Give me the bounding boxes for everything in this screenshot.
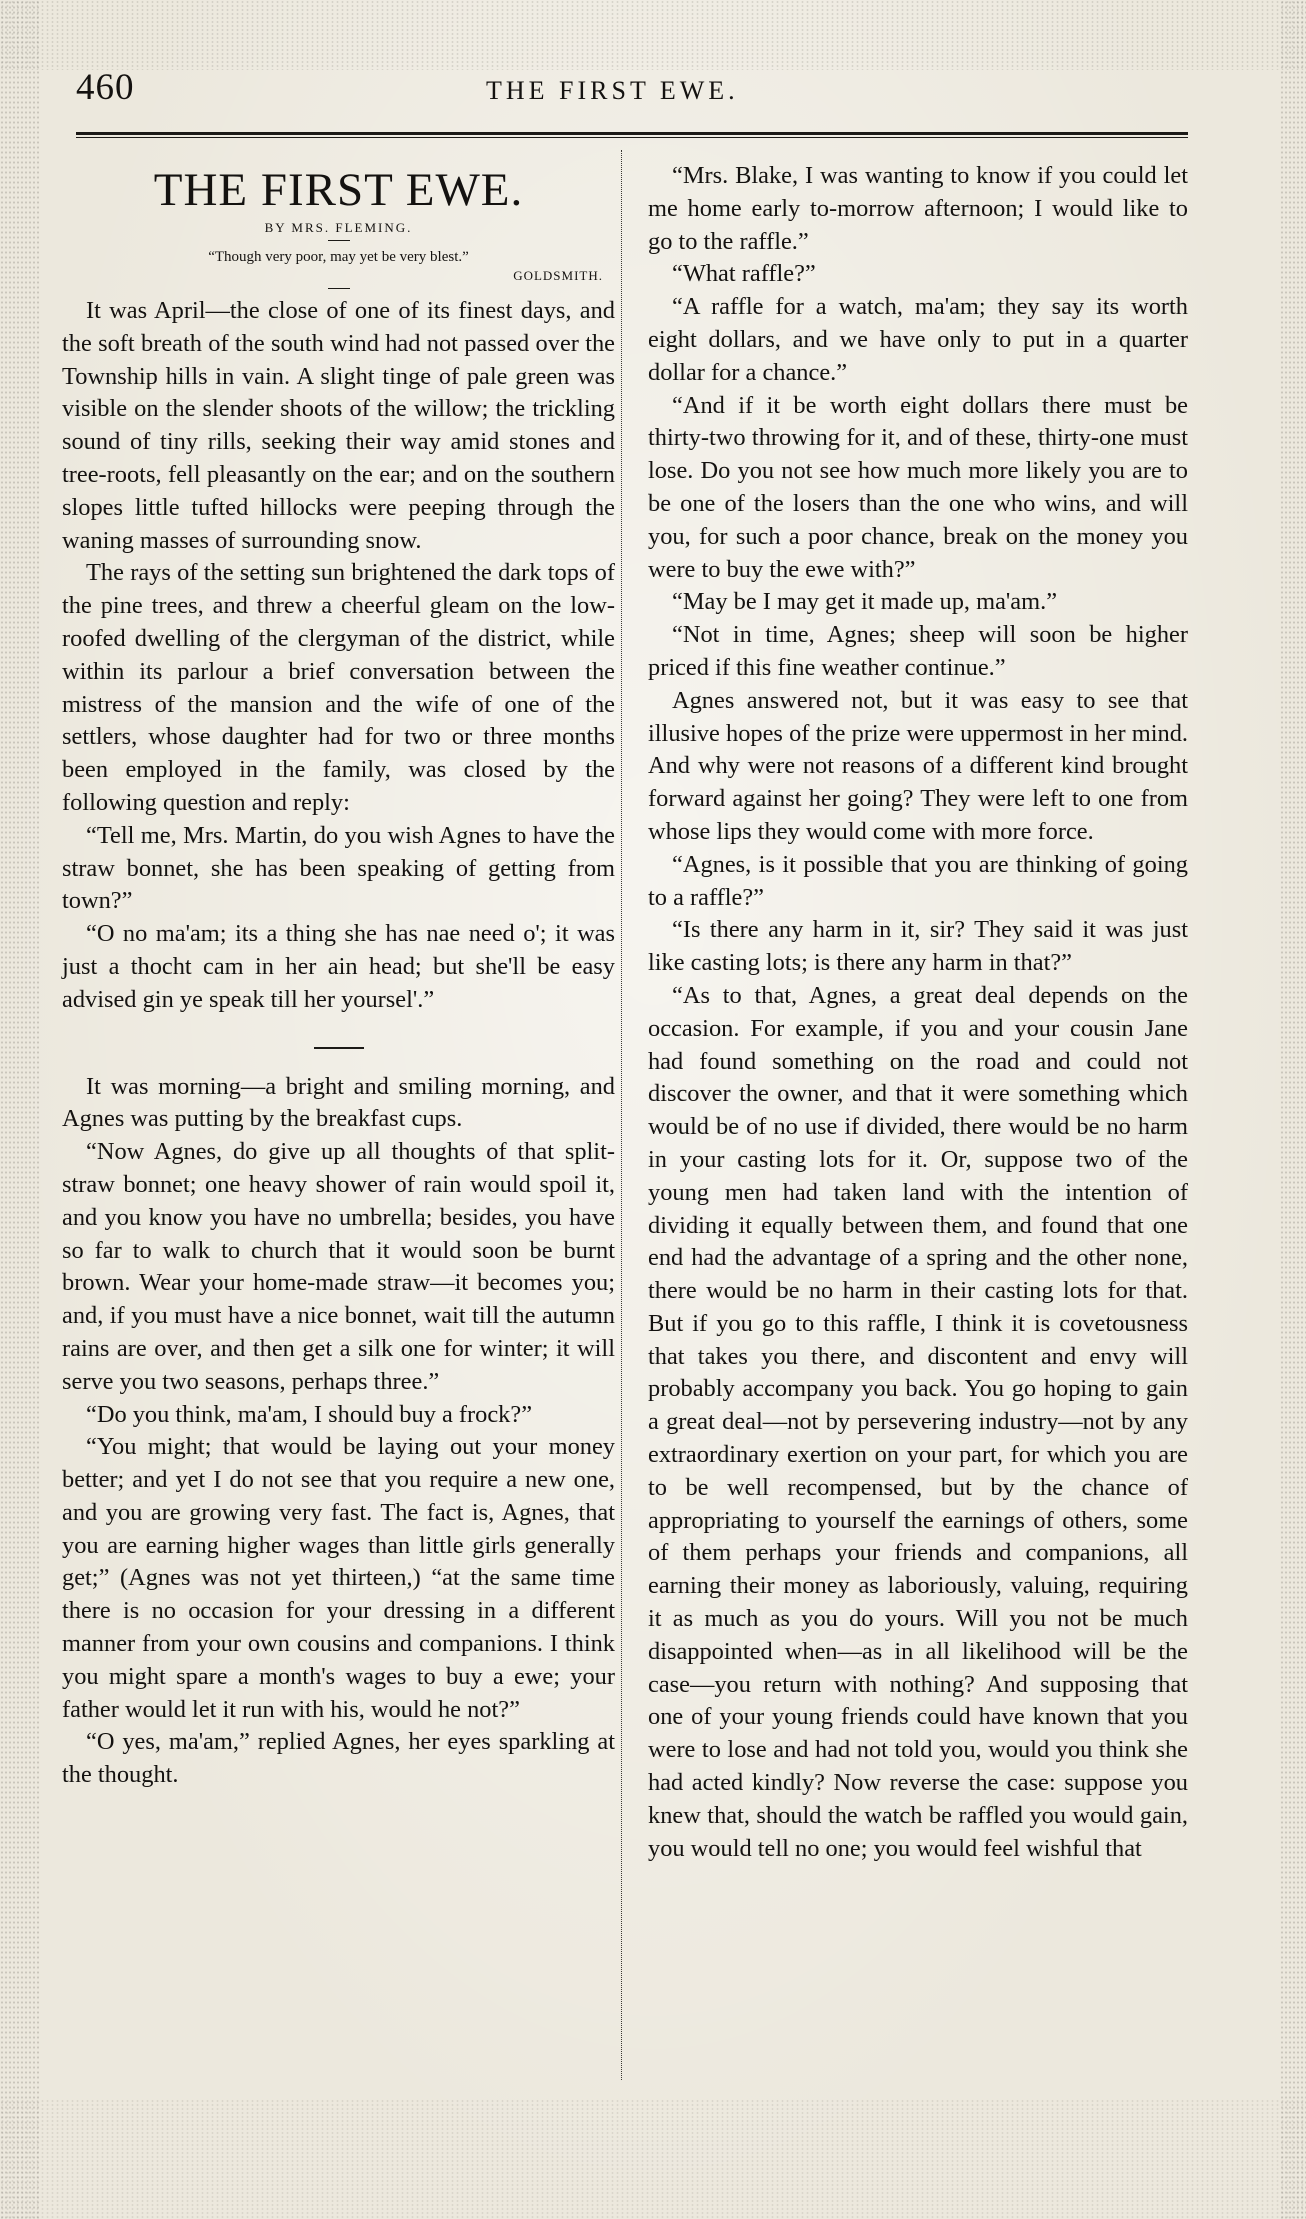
scan-noise-top: [0, 0, 1306, 70]
epigraph-attribution: GOLDSMITH.: [513, 268, 603, 283]
paragraph: “Do you think, ma'am, I should buy a frock?”: [86, 1400, 533, 1428]
article-title: THE FIRST EWE.: [153, 164, 524, 216]
paragraph: “May be I may get it made up, ma'am.”: [672, 588, 1058, 616]
page-header: [76, 62, 1186, 112]
left-column: [62, 160, 615, 1792]
epigraph-rule: [328, 288, 350, 289]
paragraph: It was morning—a bright and smiling morning, and Agnes was putting by the breakfast cups.: [62, 1072, 615, 1133]
epigraph: “Though very poor, may yet be very blest.”: [208, 249, 469, 265]
column-divider: [621, 150, 622, 2080]
paragraph: “Not in time, Agnes; sheep will soon be higher priced if this fine weather continue.”: [648, 621, 1188, 681]
paragraph: “Now Agnes, do give up all thoughts of that split-straw bonnet; one heavy shower of rain would spoil it, and you know you have no umbrella; besides, you have so far to walk to church that it would soon be burnt brown. Wear your home-made straw—it becomes you; and, if you must have a nice bonnet, wait till the autumn rains are over, and then get a silk one for winter; it will serve you two seasons, perhaps three.”: [62, 1138, 615, 1395]
paragraph: “And if it be worth eight dollars there must be thirty-two throwing for it, and of these, thirty-one must lose. Do you not see how much more likely you are to be one of the losers than the one who wins, and will you, for such a poor chance, break on the money you were to buy the ewe with?”: [648, 391, 1188, 583]
paragraph: “What raffle?”: [672, 260, 816, 288]
paragraph: “Is there any harm in it, sir? They said it was just like casting lots; is there any harm in that?”: [648, 916, 1188, 977]
paragraph: The rays of the setting sun brightened the dark tops of the pine trees, and threw a cheerful gleam on the low-roofed dwelling of the clergyman of the district, while within its parlour a brief conversation between the mistress of the mansion and the wife of one of the settlers, whose daughter had for two or three months been employed in the family, was closed by the following question and reply:: [62, 559, 615, 816]
paragraph: It was April—the close of one of its finest days, and the soft breath of the south wind had not passed over the Township hills in vain. A slight tinge of pale green was visible on the slender shoots of the willow; the trickling sound of tiny rills, seeking their way amid stones and tree-roots, fell pleasantly on the ear; and on the southern slopes little tufted hillocks were peeping through the waning masses of surrounding snow.: [62, 297, 615, 554]
article-byline: BY MRS. FLEMING.: [264, 220, 413, 235]
paragraph: Agnes answered not, but it was easy to see that illusive hopes of the prize were uppermost in her mind. And why were not reasons of a different kind brought forward against her going? They were left to one from whose lips they would come with more force.: [648, 686, 1188, 845]
paragraph: “Agnes, is it possible that you are thinking of going to a raffle?”: [648, 850, 1188, 911]
paragraph: “A raffle for a watch, ma'am; they say its worth eight dollars, and we have only to put in a quarter dollar for a chance.”: [648, 293, 1188, 386]
scan-noise-left: [0, 0, 40, 2219]
section-break-rule: [314, 1047, 364, 1049]
right-column: [648, 160, 1188, 1865]
running-head: THE FIRST EWE.: [486, 76, 739, 105]
page-number: 460: [76, 67, 135, 108]
scan-noise-right: [1280, 0, 1306, 2219]
paragraph: “O yes, ma'am,” replied Agnes, her eyes sparkling at the thought.: [62, 1728, 615, 1789]
paragraph: “Tell me, Mrs. Martin, do you wish Agnes to have the straw bonnet, she has been speaking of getting from town?”: [62, 821, 615, 915]
scan-noise-bottom: [0, 2099, 1306, 2219]
paragraph: “You might; that would be laying out your money better; and yet I do not see that you require a new one, and you are growing very fast. The fact is, Agnes, that you are earning higher wages than little girls generally get;” (Agnes was not yet thirteen,) “at the same time there is no occasion for your dressing in a different manner from your own cousins and companions. I think you might spare a month's wages to buy a ewe; your father would let it run with his, would he not?”: [62, 1433, 615, 1723]
paragraph: “O no ma'am; its a thing she has nae need o'; it was just a thocht cam in her ain head; but she'll be easy advised gin ye speak till her yoursel'.”: [62, 920, 615, 1013]
byline-rule: [328, 240, 350, 241]
paragraph: “Mrs. Blake, I was wanting to know if you could let me home early to-morrow afternoon; I would like to go to the raffle.”: [648, 162, 1188, 255]
header-rule-thin: [76, 137, 1188, 138]
header-rule: [76, 132, 1188, 135]
paragraph: “As to that, Agnes, a great deal depends on the occasion. For example, if you and your cousin Jane had found something on the road and could not discover the owner, and that it were something which would be of no use if divided, there would be no harm in your casting lots for it. Or, suppose two of the young men had taken land with the intention of dividing it equally between them, and found that one end had the advantage of a spring and the other none, there would be no harm in their casting lots for that. But if you go to this raffle, I think it is covetousness that takes you there, and discontent and envy will probably accompany you back. You go hoping to gain a great deal—not by persevering industry—not by any extraordinary exertion on your part, for which you are to be well recompensed, but by the chance of appropriating to yourself the earnings of others, some of them perhaps your friends and companions, all earning their money as laboriously, valuing, requiring it as much as you do yours. Will you not be much disappointed when—as in all likelihood will be the case—you return with nothing? And supposing that one of your young friends could have known that you were to lose and had not told you, would you think she had acted kindly? Now reverse the case: suppose you knew that, should the watch be raffled you would gain, you would tell no one; you would feel wishful that: [648, 981, 1188, 1862]
